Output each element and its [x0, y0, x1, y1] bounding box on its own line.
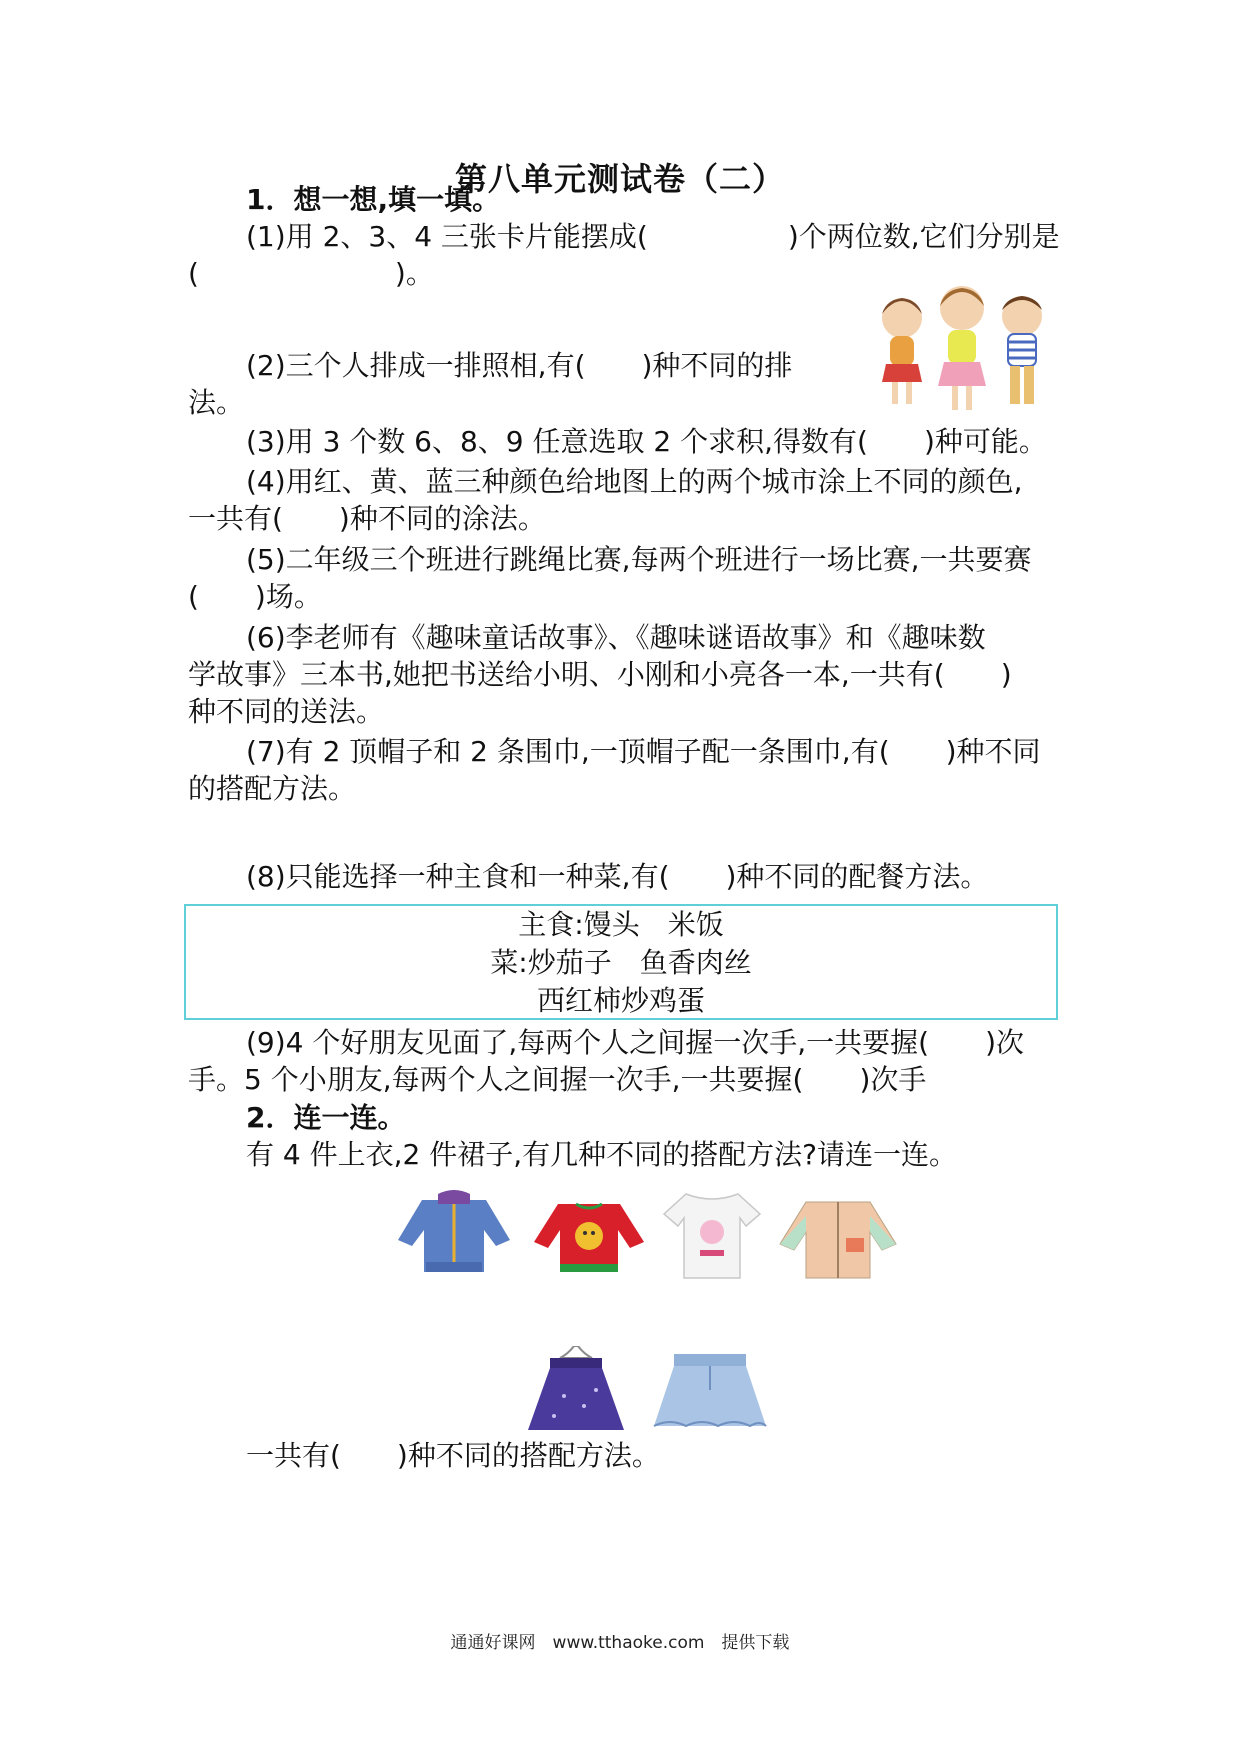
- footer-source: 通通好课网 www.tthaoke.com 提供下载: [450, 1633, 790, 1653]
- menu-box: [184, 904, 1058, 1020]
- page-title: 第八单元测试卷（二）: [454, 160, 785, 198]
- section2-answer: 一共有( )种不同的搭配方法。: [246, 1439, 660, 1472]
- denim-skirt-image: [650, 1350, 770, 1434]
- question-9-line-1: (9)4 个好朋友见面了,每两个人之间握一次手,一共要握( )次: [246, 1026, 1025, 1059]
- question-6-line-3: 种不同的送法。: [188, 695, 385, 728]
- question-2-line-2: 法。: [188, 386, 245, 419]
- section1-heading: 1．想一想,填一填。: [246, 183, 501, 216]
- white-tshirt-image: [662, 1188, 762, 1282]
- question-1-line-1: (1)用 2、3、4 三张卡片能摆成( )个两位数,它们分别是: [246, 220, 1060, 253]
- question-4-line-1: (4)用红、黄、蓝三种颜色给地图上的两个城市涂上不同的颜色,: [246, 465, 1023, 498]
- menu-staple-foods: 主食:馒头 米饭: [518, 908, 724, 941]
- question-7-line-1: (7)有 2 顶帽子和 2 条围巾,一顶帽子配一条围巾,有( )种不同: [246, 735, 1041, 768]
- menu-dishes-continued: 西红柿炒鸡蛋: [536, 984, 705, 1017]
- menu-dishes: 菜:炒茄子 鱼香肉丝: [490, 946, 752, 979]
- question-3: (3)用 3 个数 6、8、9 任意选取 2 个求积,得数有( )种可能。: [246, 425, 1047, 458]
- question-5-line-1: (5)二年级三个班进行跳绳比赛,每两个班进行一场比赛,一共要赛: [246, 543, 1032, 576]
- section2-prompt: 有 4 件上衣,2 件裙子,有几种不同的搭配方法?请连一连。: [246, 1138, 957, 1171]
- question-9-line-2: 手。5 个小朋友,每两个人之间握一次手,一共要握( )次手: [188, 1063, 927, 1096]
- question-6-line-1: (6)李老师有《趣味童话故事》、《趣味谜语故事》和《趣味数: [246, 621, 986, 654]
- question-1-line-2: ( )。: [188, 257, 434, 290]
- question-7-line-2: 的搭配方法。: [188, 772, 357, 805]
- three-children-illustration: [862, 278, 1062, 418]
- question-6-line-2: 学故事》三本书,她把书送给小明、小刚和小亮各一本,一共有( ): [188, 658, 1012, 691]
- question-4-line-2: 一共有( )种不同的涂法。: [188, 502, 546, 535]
- question-2-line-1: (2)三个人排成一排照相,有( )种不同的排: [246, 349, 793, 382]
- question-5-line-2: ( )场。: [188, 580, 322, 613]
- red-sweater-image: [530, 1198, 648, 1278]
- section2-heading: 2．连一连。: [246, 1101, 406, 1134]
- question-8: (8)只能选择一种主食和一种菜,有( )种不同的配餐方法。: [246, 860, 989, 893]
- blue-jacket-image: [392, 1190, 516, 1276]
- purple-skirt-image: [524, 1346, 628, 1436]
- peach-jacket-image: [776, 1194, 900, 1282]
